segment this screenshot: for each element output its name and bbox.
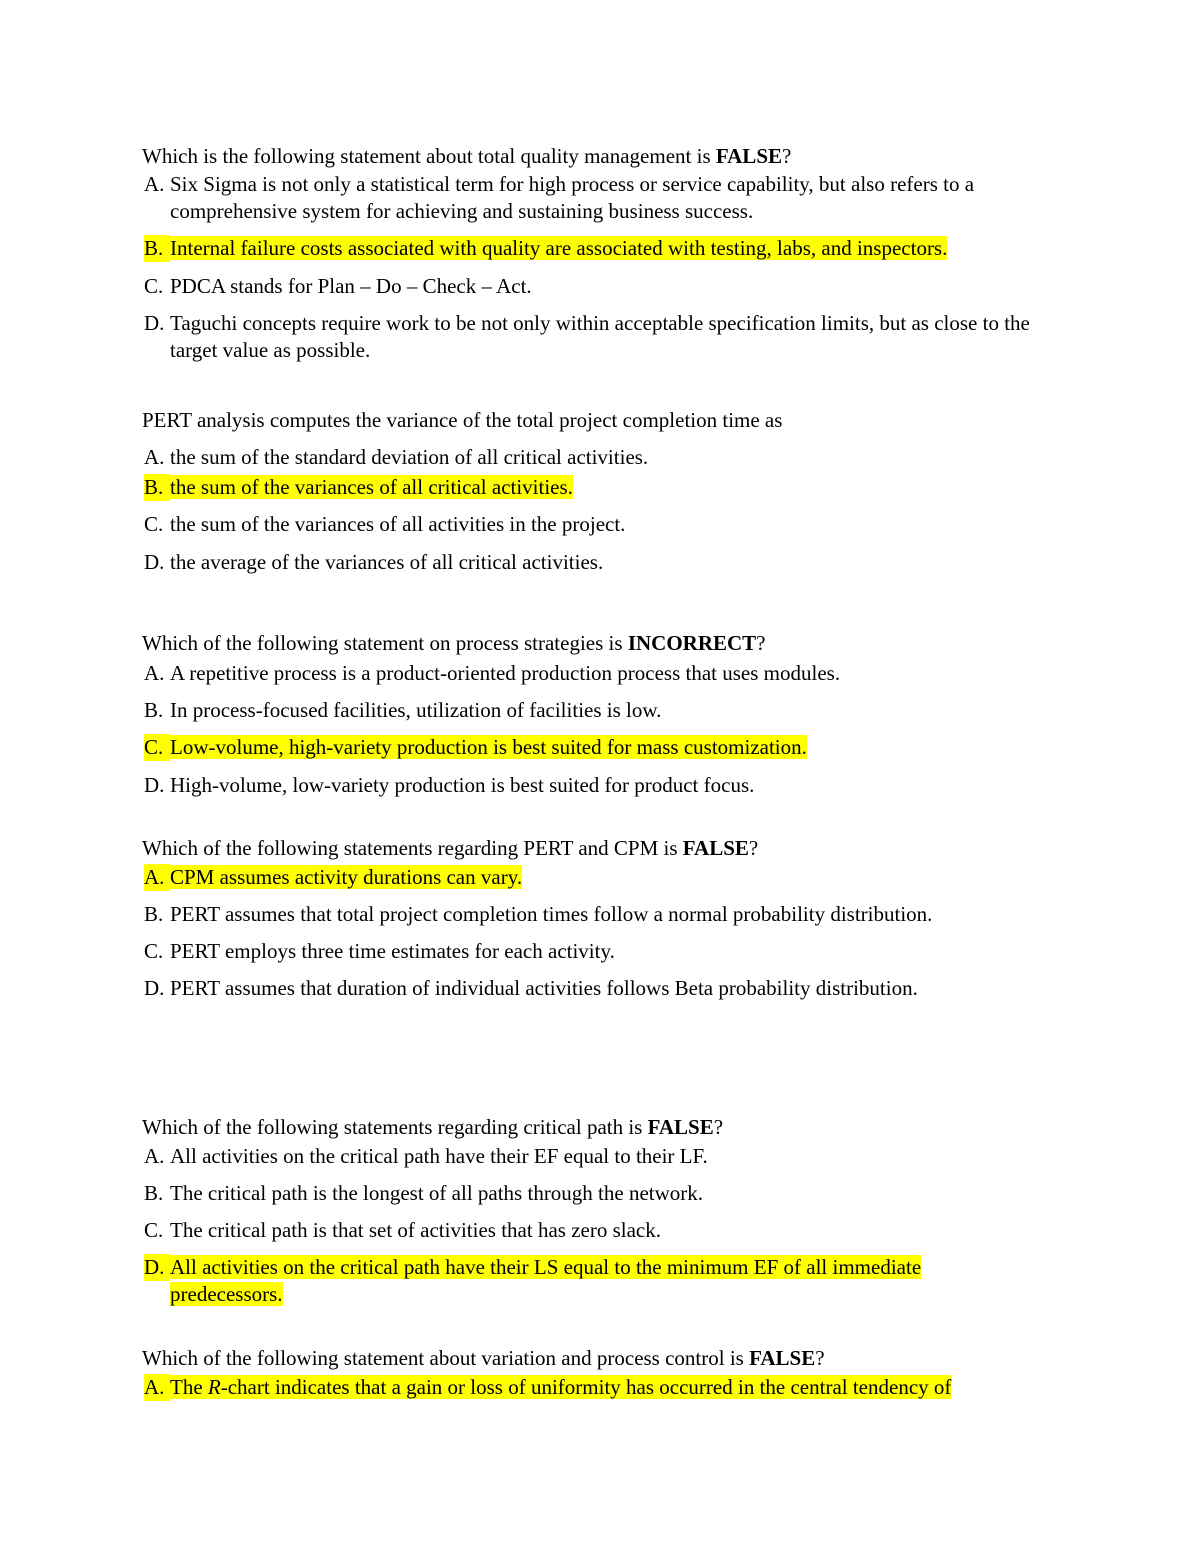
question-6: [142, 1345, 1082, 1399]
answer-option-c-highlighted: C. Low-volume, high-variety production is best suited for mass customization.: [144, 735, 807, 759]
answer-option-a-highlighted: A. CPM assumes activity durations can vary.: [144, 865, 523, 889]
question-stem: Which of the following statements regarding critical path is FALSE?: [142, 1115, 724, 1139]
question-2: [142, 407, 1082, 574]
answer-option-a: A. All activities on the critical path have their EF equal to their LF.: [144, 1144, 708, 1168]
answer-option-c: C. PDCA stands for Plan – Do – Check – Act.: [144, 274, 532, 298]
answer-option-a-highlighted: A. The R-chart indicates that a gain or loss of uniformity has occurred in the central tendency of: [144, 1375, 952, 1399]
answer-option-d: D. Taguchi concepts require work to be not only within acceptable specification limits, but as close to the target value as possible.: [144, 311, 1030, 362]
answer-option-b-highlighted: B. the sum of the variances of all critical activities.: [144, 475, 573, 499]
answer-option-b-highlighted: B. Internal failure costs associated with quality are associated with testing, labs, and inspectors.: [144, 236, 948, 260]
question-stem: Which is the following statement about total quality management is FALSE?: [142, 144, 792, 168]
answer-option-a: A. the sum of the standard deviation of all critical activities.: [144, 445, 649, 469]
question-4: [142, 835, 1082, 1000]
answer-option-d-highlighted: D. All activities on the critical path have their LS equal to the minimum EF of all immediate predecessors.: [144, 1255, 922, 1306]
answer-option-d: D. PERT assumes that duration of individual activities follows Beta probability distribution.: [144, 976, 918, 1000]
question-stem: Which of the following statement on process strategies is INCORRECT?: [142, 631, 766, 655]
question-3: [142, 630, 1082, 797]
answer-option-c: C. the sum of the variances of all activities in the project.: [144, 512, 626, 536]
question-stem: Which of the following statements regarding PERT and CPM is FALSE?: [142, 836, 759, 860]
question-stem: PERT analysis computes the variance of the total project completion time as: [142, 408, 783, 432]
answer-option-b: B. The critical path is the longest of all paths through the network.: [144, 1181, 704, 1205]
answer-option-b: B. PERT assumes that total project completion times follow a normal probability distribution.: [144, 902, 933, 926]
answer-option-a: A. Six Sigma is not only a statistical term for high process or service capability, but also refers to a comprehensive system for achieving and sustaining business success.: [144, 172, 975, 223]
answer-option-b: B. In process-focused facilities, utilization of facilities is low.: [144, 698, 662, 722]
answer-option-a: A. A repetitive process is a product-oriented production process that uses modules.: [144, 661, 841, 685]
answer-option-d: D. the average of the variances of all critical activities.: [144, 550, 604, 574]
question-stem: Which of the following statement about variation and process control is FALSE?: [142, 1346, 825, 1370]
question-1: [142, 143, 1082, 362]
answer-option-d: D. High-volume, low-variety production is best suited for product focus.: [144, 773, 755, 797]
answer-option-c: C. PERT employs three time estimates for each activity.: [144, 939, 615, 963]
question-5: [142, 1114, 1082, 1306]
answer-option-c: C. The critical path is that set of activities that has zero slack.: [144, 1218, 661, 1242]
